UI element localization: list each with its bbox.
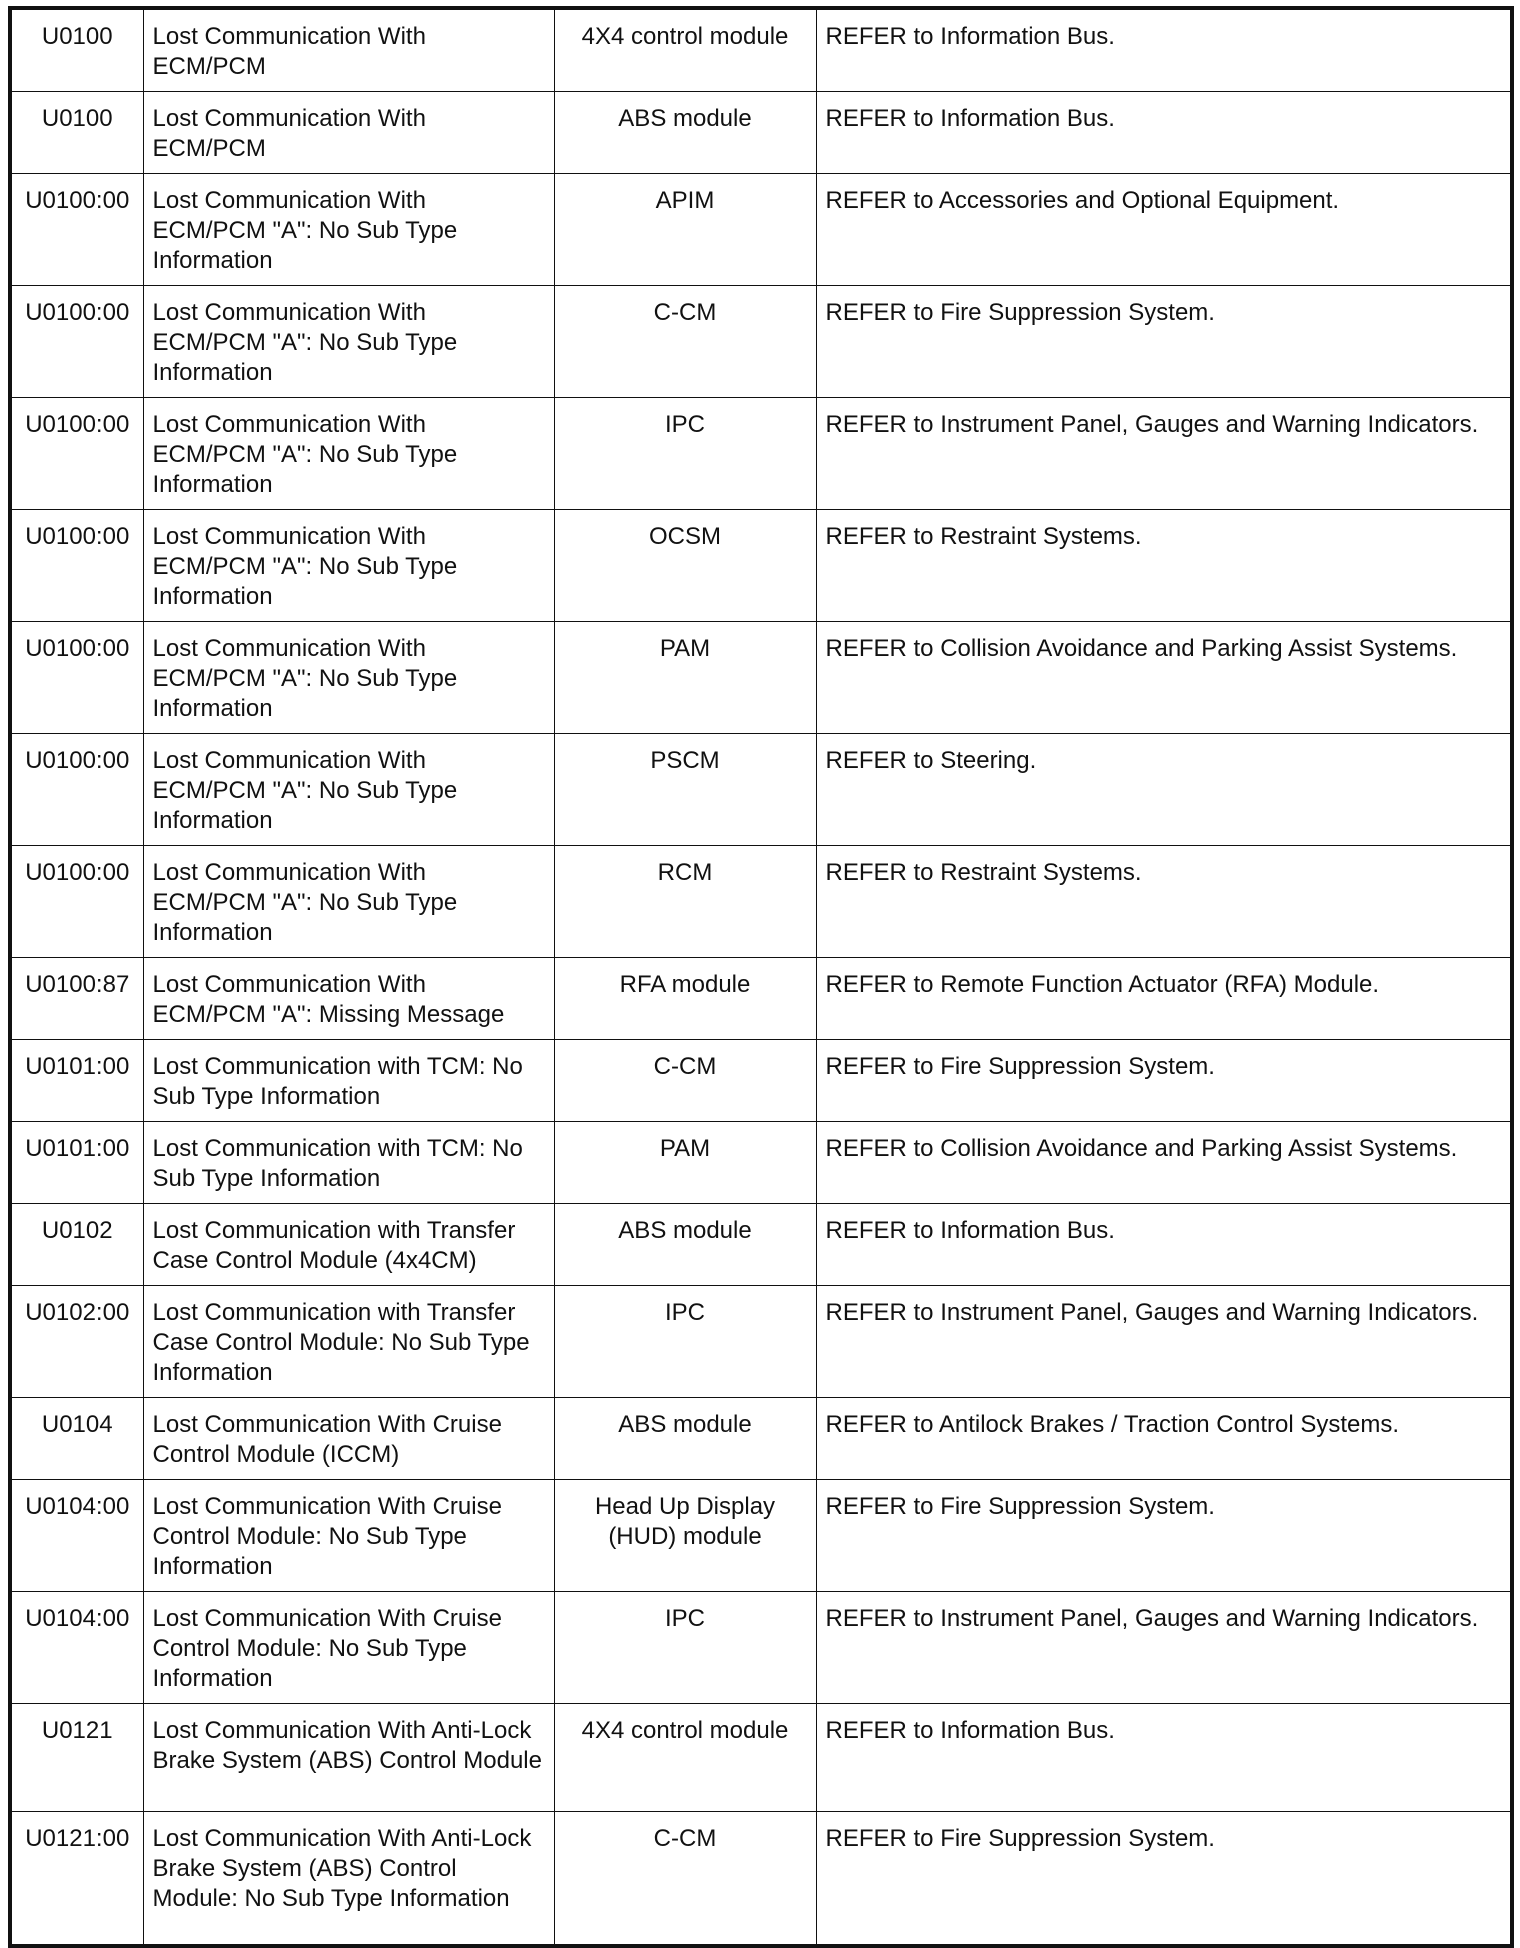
- table-row: [10, 846, 1512, 958]
- dtc-code: U0100:00: [10, 174, 143, 286]
- table-row: [10, 1286, 1512, 1398]
- table-row: [10, 8, 1512, 92]
- dtc-code: U0100:00: [10, 398, 143, 510]
- dtc-action: REFER to Collision Avoidance and Parking Assist Systems.: [816, 622, 1512, 734]
- dtc-code: U0101:00: [10, 1040, 143, 1122]
- table-row: [10, 622, 1512, 734]
- dtc-description: Lost Communication with TCM: No Sub Type Information: [143, 1122, 554, 1204]
- dtc-action: REFER to Collision Avoidance and Parking Assist Systems.: [816, 1122, 1512, 1204]
- dtc-module: IPC: [554, 1286, 816, 1398]
- dtc-action: REFER to Instrument Panel, Gauges and Warning Indicators.: [816, 398, 1512, 510]
- dtc-description: Lost Communication with Transfer Case Control Module: No Sub Type Information: [143, 1286, 554, 1398]
- table-row: [10, 398, 1512, 510]
- dtc-module: ABS module: [554, 92, 816, 174]
- dtc-code: U0121:00: [10, 1812, 143, 1946]
- table-row: [10, 734, 1512, 846]
- dtc-description: Lost Communication With Cruise Control Module: No Sub Type Information: [143, 1592, 554, 1704]
- dtc-action: REFER to Information Bus.: [816, 8, 1512, 92]
- table-row: [10, 1122, 1512, 1204]
- dtc-module: C-CM: [554, 286, 816, 398]
- dtc-code: U0101:00: [10, 1122, 143, 1204]
- dtc-code: U0100: [10, 92, 143, 174]
- dtc-module: 4X4 control module: [554, 1704, 816, 1812]
- dtc-description: Lost Communication With Cruise Control Module (ICCM): [143, 1398, 554, 1480]
- table-row: [10, 1204, 1512, 1286]
- table-row: [10, 1812, 1512, 1946]
- table-row: [10, 174, 1512, 286]
- table-row: [10, 958, 1512, 1040]
- dtc-description: Lost Communication With ECM/PCM "A": No Sub Type Information: [143, 510, 554, 622]
- dtc-code: U0100:00: [10, 622, 143, 734]
- dtc-action: REFER to Accessories and Optional Equipment.: [816, 174, 1512, 286]
- document-page: [8, 6, 1510, 1948]
- table-row: [10, 1592, 1512, 1704]
- dtc-action: REFER to Instrument Panel, Gauges and Warning Indicators.: [816, 1286, 1512, 1398]
- dtc-action: REFER to Restraint Systems.: [816, 846, 1512, 958]
- dtc-code: U0100:00: [10, 510, 143, 622]
- dtc-description: Lost Communication With ECM/PCM "A": No Sub Type Information: [143, 174, 554, 286]
- dtc-description: Lost Communication With Anti-Lock Brake System (ABS) Control Module: No Sub Type Information: [143, 1812, 554, 1946]
- dtc-action: REFER to Fire Suppression System.: [816, 1480, 1512, 1592]
- dtc-action: REFER to Remote Function Actuator (RFA) Module.: [816, 958, 1512, 1040]
- dtc-module: ABS module: [554, 1204, 816, 1286]
- dtc-code: U0104:00: [10, 1480, 143, 1592]
- dtc-action: REFER to Antilock Brakes / Traction Control Systems.: [816, 1398, 1512, 1480]
- dtc-code: U0121: [10, 1704, 143, 1812]
- table-row: [10, 92, 1512, 174]
- dtc-table: [8, 6, 1514, 1948]
- dtc-description: Lost Communication With Cruise Control Module: No Sub Type Information: [143, 1480, 554, 1592]
- dtc-module: PAM: [554, 622, 816, 734]
- dtc-description: Lost Communication with TCM: No Sub Type Information: [143, 1040, 554, 1122]
- dtc-description: Lost Communication With ECM/PCM "A": No Sub Type Information: [143, 398, 554, 510]
- dtc-description: Lost Communication With ECM/PCM: [143, 8, 554, 92]
- dtc-code: U0104: [10, 1398, 143, 1480]
- dtc-description: Lost Communication With ECM/PCM "A": Missing Message: [143, 958, 554, 1040]
- dtc-description: Lost Communication With ECM/PCM "A": No Sub Type Information: [143, 734, 554, 846]
- dtc-module: RCM: [554, 846, 816, 958]
- dtc-description: Lost Communication With Anti-Lock Brake System (ABS) Control Module: [143, 1704, 554, 1812]
- table-row: [10, 286, 1512, 398]
- dtc-code: U0104:00: [10, 1592, 143, 1704]
- dtc-code: U0100:00: [10, 846, 143, 958]
- dtc-action: REFER to Information Bus.: [816, 1704, 1512, 1812]
- dtc-code: U0100:00: [10, 286, 143, 398]
- dtc-action: REFER to Instrument Panel, Gauges and Warning Indicators.: [816, 1592, 1512, 1704]
- dtc-action: REFER to Steering.: [816, 734, 1512, 846]
- table-row: [10, 1040, 1512, 1122]
- dtc-module: IPC: [554, 1592, 816, 1704]
- dtc-module: C-CM: [554, 1040, 816, 1122]
- dtc-module: C-CM: [554, 1812, 816, 1946]
- dtc-module: ABS module: [554, 1398, 816, 1480]
- dtc-code: U0102: [10, 1204, 143, 1286]
- dtc-table-body: [10, 8, 1512, 1946]
- dtc-action: REFER to Information Bus.: [816, 1204, 1512, 1286]
- dtc-module: 4X4 control module: [554, 8, 816, 92]
- dtc-code: U0100: [10, 8, 143, 92]
- table-row: [10, 1480, 1512, 1592]
- table-row: [10, 1704, 1512, 1812]
- dtc-module: RFA module: [554, 958, 816, 1040]
- dtc-action: REFER to Fire Suppression System.: [816, 1040, 1512, 1122]
- dtc-module: PAM: [554, 1122, 816, 1204]
- dtc-code: U0100:00: [10, 734, 143, 846]
- dtc-action: REFER to Fire Suppression System.: [816, 1812, 1512, 1946]
- dtc-action: REFER to Restraint Systems.: [816, 510, 1512, 622]
- dtc-code: U0102:00: [10, 1286, 143, 1398]
- dtc-action: REFER to Information Bus.: [816, 92, 1512, 174]
- dtc-module: APIM: [554, 174, 816, 286]
- dtc-module: Head Up Display (HUD) module: [554, 1480, 816, 1592]
- table-row: [10, 1398, 1512, 1480]
- dtc-description: Lost Communication With ECM/PCM: [143, 92, 554, 174]
- dtc-description: Lost Communication With ECM/PCM "A": No Sub Type Information: [143, 846, 554, 958]
- table-row: [10, 510, 1512, 622]
- dtc-module: IPC: [554, 398, 816, 510]
- dtc-description: Lost Communication with Transfer Case Control Module (4x4CM): [143, 1204, 554, 1286]
- dtc-action: REFER to Fire Suppression System.: [816, 286, 1512, 398]
- dtc-description: Lost Communication With ECM/PCM "A": No Sub Type Information: [143, 622, 554, 734]
- dtc-module: OCSM: [554, 510, 816, 622]
- dtc-module: PSCM: [554, 734, 816, 846]
- dtc-description: Lost Communication With ECM/PCM "A": No Sub Type Information: [143, 286, 554, 398]
- dtc-code: U0100:87: [10, 958, 143, 1040]
